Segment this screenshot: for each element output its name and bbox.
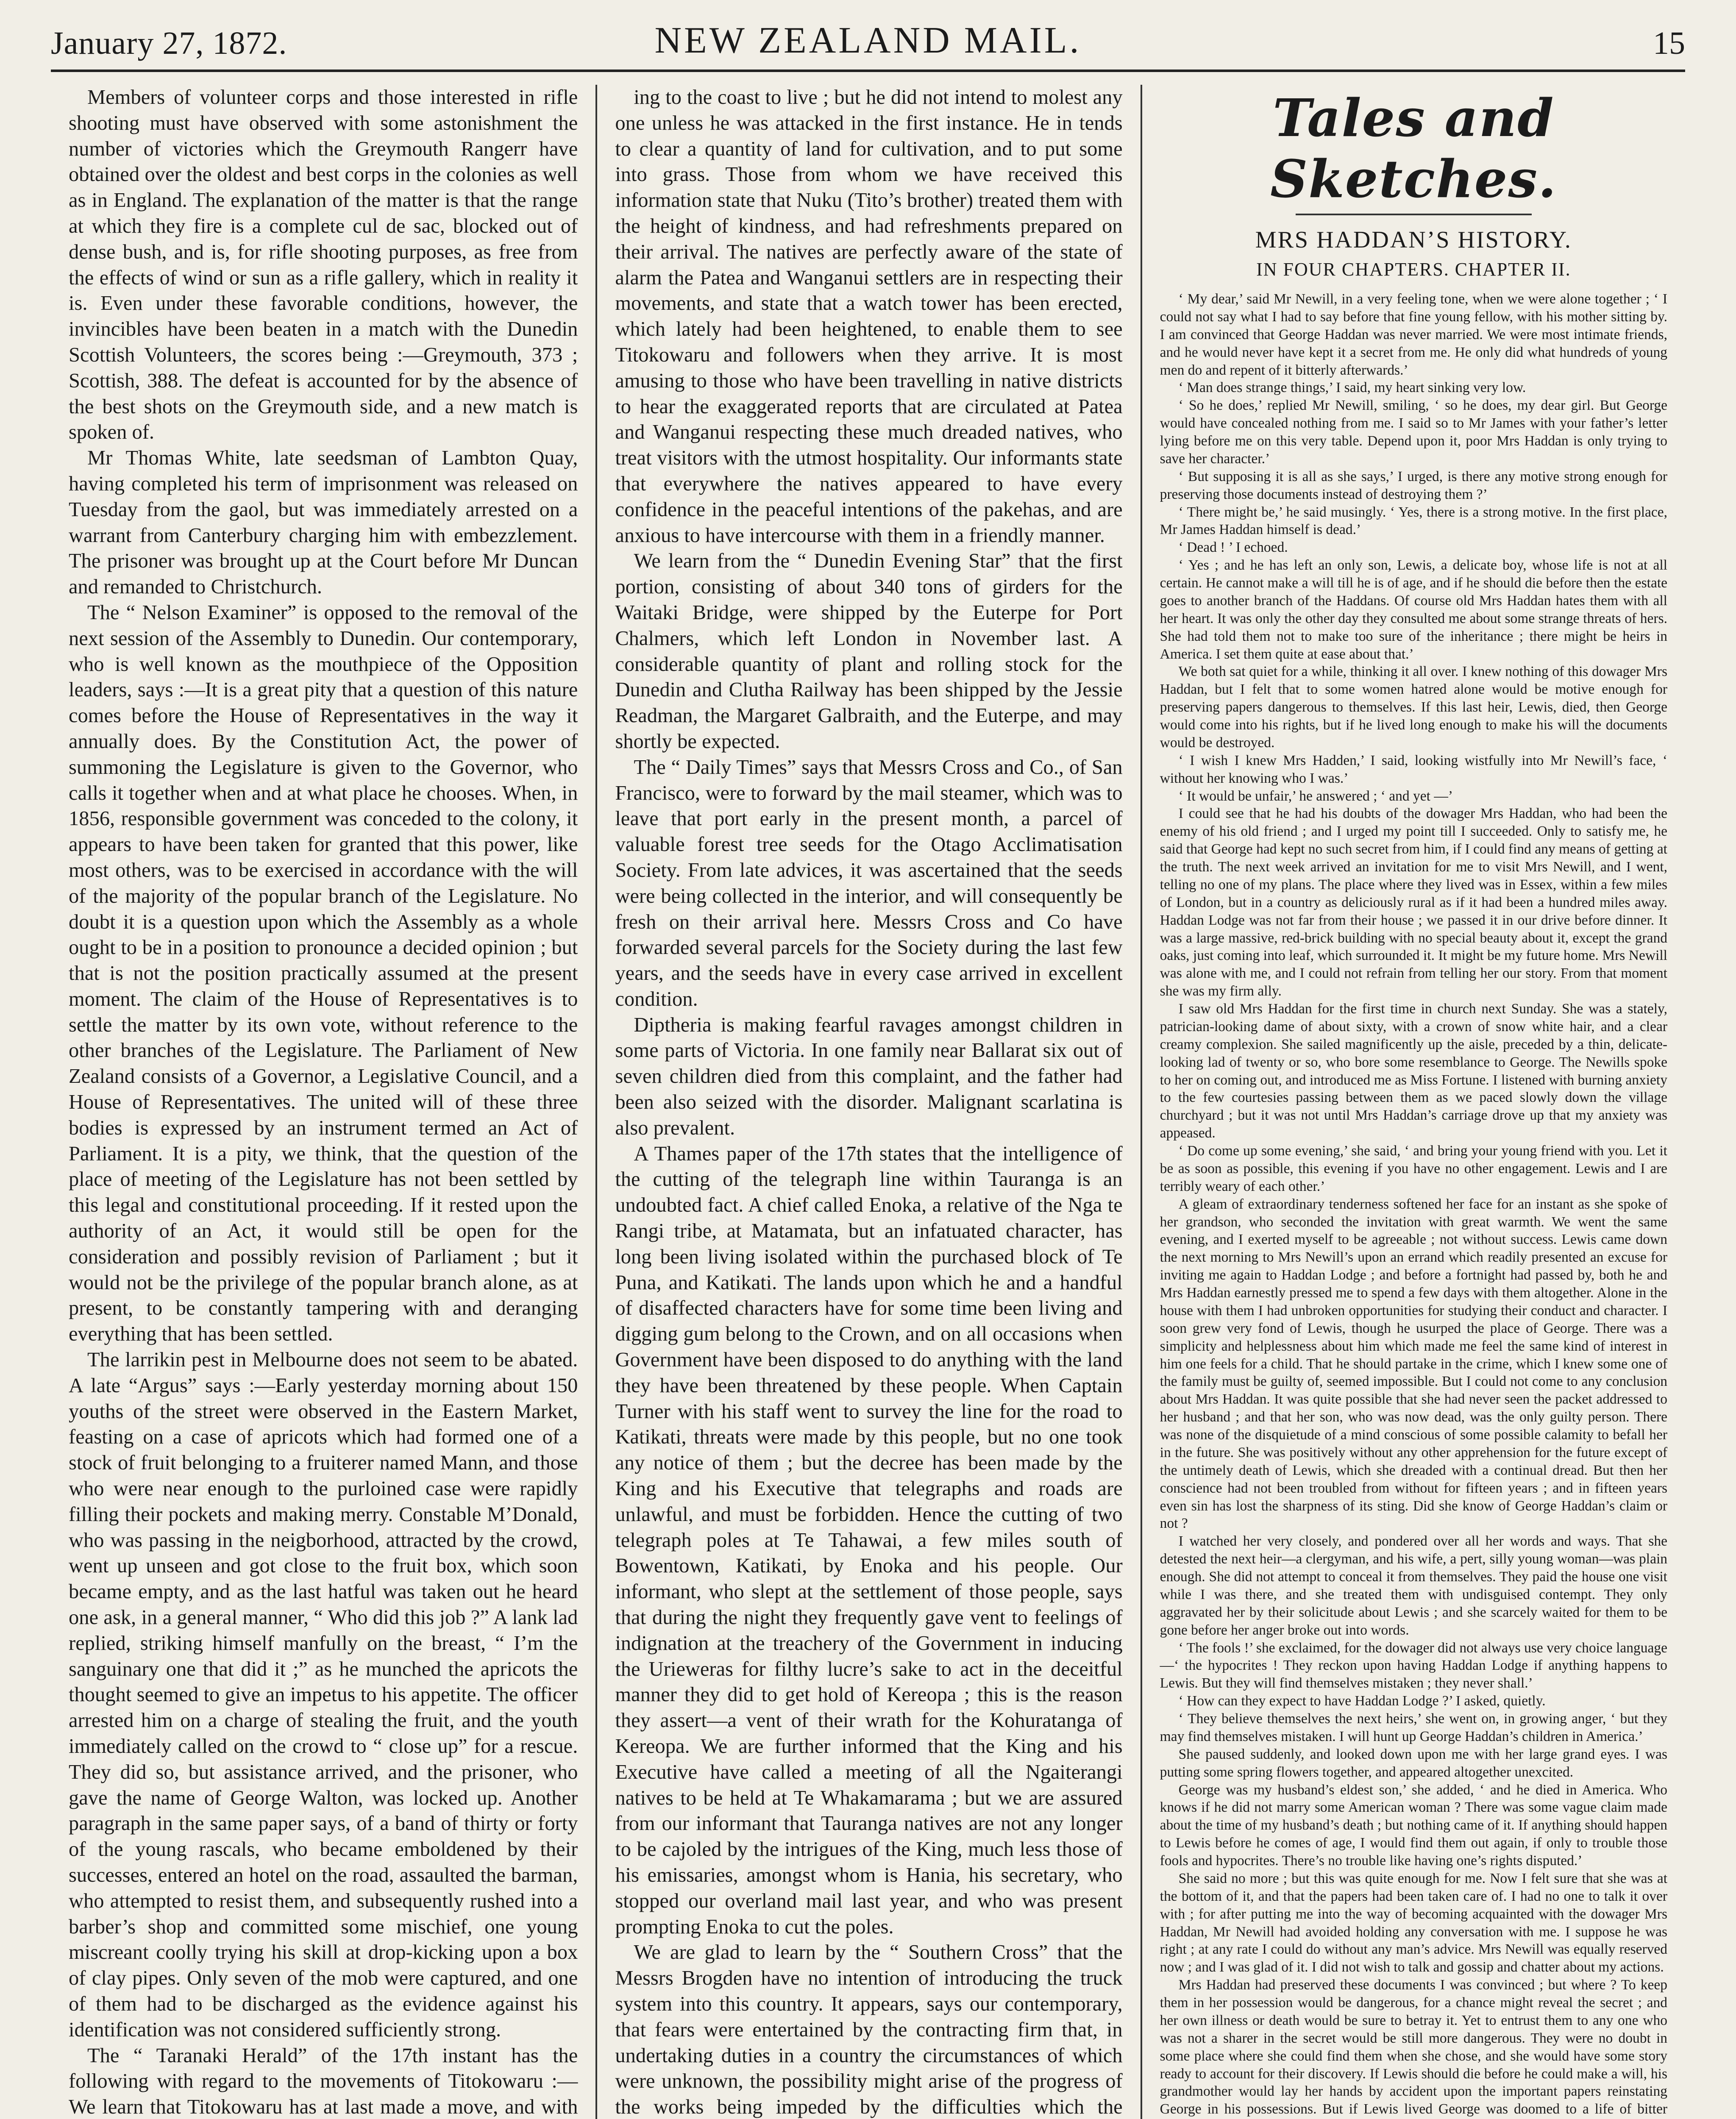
paragraph: We learn from the “ Dunedin Evening Star” that the first portion, consisting of about 340 tons of girders for the Waitaki Bridge, were shipped by the Euterpe for Port Chalmers, which left London in November last. A considerable quantity of plant and rolling stock for the Dunedin and Clutha Railway has been shipped by the Jessie Readman, the Margaret Galbraith, and the Euterpe, and may shortly be expected. <box>615 550 1123 753</box>
paragraph: ‘ Man does strange things,’ I said, my heart sinking very low. <box>1178 380 1526 396</box>
issue-date: January 27, 1872. <box>51 25 287 61</box>
paragraph: I saw old Mrs Haddan for the first time in church next Sunday. She was a stately, patrician-looking dame of about sixty, with a crown of snow white hair, and a clear creamy complexion. She sailed magnificently up the aisle, preceded by a thin, delicate-looking lad of twenty or so, who bore some resemblance to George. The Newills spoke to her on coming out, and introduced me as Miss Fortune. I listened with burning anxiety to the few courtesies passing between them as we paced slowly down the village churchyard ; but it was not until Mrs Haddan’s carriage drove up that my anxiety was appeased. <box>1160 1001 1667 1141</box>
paragraph: The larrikin pest in Melbourne does not seem to be abated. A late “Argus” says :—Early yesterday morning about 150 youths of the street were observed in the Eastern Market, feasting on a case of apricots which had formed one of a stock of fruit belonging to a fruiterer named Mann, and those who were near enough to the purloined case were rapidly filling their pockets and making merry. Constable M’Donald, who was passing in the neigborhood, attracted by the crowd, went up unseen and got close to the fruit box, which soon became empty, and as the last hatful was taken out he heard one ask, in a general manner, “ Who did this job ?” A lank lad replied, striking himself manfully on the breast, “ I’m the sanguinary one that did it ;” as he munched the apricots the thought seemed to give an impetus to his appetite. The officer arrested him on a charge of stealing the fruit, and the youth immediately called on the crowd to “ close up” for a rescue. They did so, but assistance arrived, and the prisoner, who gave the name of George Walton, was locked up. Another paragraph in the same paper says, of a band of thirty or forty of the young rascals, who became emboldened by their successes, entered an hotel on the road, assaulted the barman, who attempted to resist them, and subsequently rushed into a barber’s shop and committed some mischief, one young miscreant coolly trying his skill at drop-kicking upon a box of clay pipes. Only seven of the mob were captured, and one of them had to be discharged as the evidence against his identification was not considered sufficiently strong. <box>69 1349 578 2041</box>
paragraph: Members of volunteer corps and those interested in rifle shooting must have observed with some astonishment the number of victories which the Greymouth Rangerr have obtained over the oldest and best corps in the colonies as well as in England. The explanation of the matter is that the range at which they fire is a complete cul de sac, blocked out of dense bush, and is, for rifle shooting purposes, as free from the effects of wind or sun as a rifle gallery, which in reality it is. Even under these favorable conditions, however, the invincibles have been beaten in a match with the Dunedin Scottish Volunteers, the scores being :—Greymouth, 373 ; Scottish, 388. The defeat is accounted for by the absence of the best shots on the Greymouth side, and a new match is spoken of. <box>69 86 578 444</box>
section-rule <box>1296 214 1532 215</box>
paragraph: ing to the coast to live ; but he did not intend to molest any one unless he was attacked in the first instance. He in tends to clear a quantity of land for cultivation, and to put some into grass. Those from whom we have received this information state that Nuku (Tito’s brother) treated them with the height of kindness, and had refreshments prepared on their arrival. The natives are perfectly aware of the state of alarm the Patea and Wanganui settlers are in respecting their movements, and state that a watch tower has been erected, which lately had been heightened, to enable them to see Titokowaru and followers when they arrive. It is most amusing to those who have been travelling in native districts to hear the exaggerated reports that are circulated at Patea and Wanganui respecting these much dreaded natives, who treat visitors with the utmost hospitality. Our informants state that everywhere the natives appeared to have every confidence in the peaceful intentions of the pakehas, and are anxious to have intercourse with them in a friendly manner. <box>615 86 1123 547</box>
page-number: 15 <box>1653 25 1685 61</box>
column-2-body <box>615 85 1122 2119</box>
paragraph: The “ Daily Times” says that Messrs Cross and Co., of San Francisco, were to forward by the mail steamer, which was to leave that port early in the present month, a parcel of valuable forest tree seeds for the Otago Acclimatisation Society. From late advices, it was ascertained that the seeds were being collected in the interior, and will consequently be fresh on their arrival here. Messrs Cross and Co have forwarded several parcels for the Society during the last few years, and the seeds have in every case arrived in excellent condition. <box>615 756 1123 1010</box>
paragraph: Mr Thomas White, late seedsman of Lambton Quay, having completed his term of imprisonment was released on Tuesday from the gaol, but was immediately arrested on a warrant from Canterbury charging him with embezzlement. The prisoner was brought up at the Court before Mr Duncan and remanded to Christchurch. <box>69 447 578 598</box>
paragraph: Mrs Haddan had preserved these documents I was convinced ; but where ? To keep them in her possession would be dangerous, for a chance might reveal the secret ; and her own illness or death would be sure to betray it. Yet to entrust them to any one who was not a sharer in the secret would be still more dangerous. They were no doubt in some place where she could find them when she chose, and she would have some story ready to account for their discovery. If Lewis should die before he could make a will, his grandmother would lay her hands by accident upon the important papers reinstating George in his possessions. But if Lewis lived George was doomed to a life of bitter <box>1160 1977 1667 2117</box>
paragraph: ‘ Dead ! ’ I echoed. <box>1178 539 1288 556</box>
paragraph: She said no more ; but this was quite enough for me. Now I felt sure that she was at the bottom of it, and that the papers had been taken care of. I had no one to talk it over with ; for after putting me into the way of becoming acquainted with the dowager Mrs Haddan, Mr Newill had avoided holding any conversation with me. I suppose he was right ; at any rate I could do without any man’s advice. Mrs Newill was equally reserved now ; and I was glad of it. I did not wish to talk and gossip and chatter about my actions. <box>1160 1870 1667 1975</box>
paragraph: Diptheria is making fearful ravages amongst children in some parts of Victoria. In one family near Ballarat six out of seven children died from this complaint, and the father had been also seized with the disorder. Malignant scarlatina is also prevalent. <box>615 1013 1123 1139</box>
paragraph: We both sat quiet for a while, thinking it all over. I knew nothing of this dowager Mrs Haddan, but I felt that to some women hatred alone would be motive enough for preserving papers dangerous to themselves. If this last heir, Lewis, died, then George would come into his rights, but if he lived long enough to make his will the documents would be destroyed. <box>1160 664 1667 751</box>
paragraph: ‘ Yes ; and he has left an only son, Lewis, a delicate boy, whose life is not at all certain. He cannot make a will till he is of age, and if he should die before then the estate goes to another branch of the Haddans. Of course old Mrs Haddan hates them with all her heart. It was only the other day they consulted me about some strange threats of hers. She had told them not to make too sure of the inheritance ; there might be heirs in America. I set them quite at ease about that.’ <box>1160 557 1667 662</box>
paragraph: ‘ I wish I knew Mrs Hadden,’ I said, looking wistfully into Mr Newill’s face, ‘ without her knowing who I was.’ <box>1160 752 1667 786</box>
paragraph: George was my husband’s eldest son,’ she added, ‘ and he died in America. Who knows if he did not marry some American woman ? There was some vague claim made about the time of my husband’s death ; but nothing came of it. If anything should happen to Lewis before he comes of age, I would find them out again, if only to trouble those fools and hypocrites. There’s no trouble like having one’s rights disputed.’ <box>1160 1782 1667 1869</box>
chapter-line: IN FOUR CHAPTERS. CHAPTER II. <box>1256 259 1571 280</box>
paragraph: ‘ My dear,’ said Mr Newill, in a very feeling tone, when we were alone together ; ‘ I could not say what I had to say before that fine young fellow, with his mother sitting by. I am convinced that George Haddan was never married. We were most intimate friends, and he would never have kept it a secret from me. He only did what hundreds of young men do and repent of it bitterly afterwards.’ <box>1160 291 1667 378</box>
page-header <box>51 17 1685 72</box>
paragraph: A Thames paper of the 17th states that the intelligence of the cutting of the telegraph line within Tauranga is an undoubted fact. A chief called Enoka, a relative of the Nga te Rangi tribe, at Matamata, but an infatuated character, has long been living isolated within the purchased block of Te Puna, and Katikati. The lands upon which he and a handful of disaffected characters have for some time been living and digging gum belong to the Crown, and on all occasions when Government have been disposed to do anything with the land they have been threatened by these people. When Captain Turner with his staff went to survey the line for the road to Katikati, threats were made by this people, but no one took any notice of them ; but the decree has been made by the King and his Executive that telegraphs and roads are unlawful, and must be forbidden. Hence the cutting of two telegraph poles at Te Tahawai, a few miles south of Bowentown, Katikati, by Enoka and his people. Our informant, who slept at the settlement of those people, says that during the night they frequently gave vent to feelings of indignation at the treachery of the Government in inducing the Urieweras for filthy lucre’s sake to act in the deceitful manner they did to get hold of Kereopa ; this is the reason they assert—a vent of their wrath for the Kohuratanga of Kereopa. We are further informed that the King and his Executive have called a meeting of all the Ngaiterangi natives to be held at Te Whakamarama ; but we are assured from our informant that Tauranga natives are not any longer to be cajoled by the intrigues of the King, much less those of his emissaries, amongst whom is Hania, his secretary, who stopped our overland mail last year, and who was present prompting Enoka to cut the poles. <box>615 1142 1123 1938</box>
paragraph: I watched her very closely, and pondered over all her words and ways. That she detested the next heir—a clergyman, and his wife, a pert, silly young woman—was plain enough. She did not attempt to conceal it from themselves. They paid the house one visit while I was there, and she treated them with undisguised contempt. They only aggravated her by their solicitude about Lewis ; and she scarcely waited for them to be gone before her anger broke out into words. <box>1160 1533 1667 1638</box>
paragraph: ‘ Do come up some evening,’ she said, ‘ and bring your young friend with you. Let it be as soon as possible, this evening if you have no other engagement. Lewis and I are terribly weary of each other.’ <box>1160 1143 1667 1194</box>
masthead-title: NEW ZEALAND MAIL. <box>654 20 1082 61</box>
paragraph: The “ Nelson Examiner” is opposed to the removal of the next session of the Assembly to Dunedin. Our contemporary, who is well known as the mouthpiece of the Opposition leaders, says :—It is a great pity that a question of this nature comes before the House of Representatives in the way it annually does. By the Constitution Act, the power of summoning the Legislature is given to the Governor, who calls it together when and at what place he chooses. When, in 1856, responsible government was conceded to the colony, it appears to have been taken for granted that this power, like most others, was to be exercised in accordance with the will of the majority of the popular branch of the Legislature. No doubt it is a question upon which the Assembly as a whole ought to be in a position to pronounce a decided opinion ; but that is not the position practically assumed at the present moment. The claim of the House of Representatives is to settle the matter by its own vote, without reference to the other branches of the Legislature. The Parliament of New Zealand consists of a Governor, a Legislative Council, and a House of Representatives. The united will of these three bodies is expressed by an instrument termed an Act of Parliament. It is a pity, we think, that the question of the place of meeting of the Legislature has not been settled by this legal and constitutional proceeding. If it rested upon the authority of an Act, it would still be open for the consideration and possibly revision of Parliament ; but it would not be the privilege of the popular branch alone, as at present, to be constantly tampering with and deranging everything that has been settled. <box>69 601 578 1346</box>
paragraph: She paused suddenly, and looked down upon me with her large grand eyes. I was putting some spring flowers together, and appeared altogether unexcited. <box>1160 1746 1667 1780</box>
section-title: Tales and Sketches. <box>1270 87 1557 209</box>
column-2 <box>595 85 1140 2119</box>
paragraph: We are glad to learn by the “ Southern Cross” that the Messrs Brogden have no intention of introducing the truck system into this country. It appears, says our contemporary, that fears were entertained by the contracting firm that, in undertaking duties in a country the circumstances of which were unknown, the possibility might arise of the progress of the works being impeded by the difficulties which the <box>615 1941 1123 2119</box>
column-3-body <box>1160 290 1667 2119</box>
story-title: MRS HADDAN’S HISTORY. <box>1255 227 1572 253</box>
column-1 <box>51 85 595 2119</box>
column-3 <box>1141 85 1685 2119</box>
paragraph: ‘ There might be,’ he said musingly. ‘ Yes, there is a strong motive. In the first place, Mr James Haddan himself is dead.’ <box>1160 504 1667 538</box>
paragraph: ‘ How can they expect to have Haddan Lodge ?’ I asked, quietly. <box>1178 1693 1546 1709</box>
paragraph: ‘ So he does,’ replied Mr Newill, smiling, ‘ so he does, my dear girl. But George would have concealed nothing from me. I said so to Mr James with your father’s letter lying before me on this very table. Depend upon it, poor Mrs Haddan is only trying to save her character.’ <box>1160 398 1667 467</box>
paragraph: ‘ It would be unfair,’ he answered ; ‘ and yet —’ <box>1178 788 1453 804</box>
paragraph: A gleam of extraordinary tenderness softened her face for an instant as she spoke of her grandson, who seconded the invitation with great warmth. We went the same evening, and I exerted myself to be agreeable ; not without success. Lewis came down the next morning to Mrs Newill’s upon an errand which readily presented an excuse for inviting me again to Haddan Lodge ; and before a fortnight had passed by, both he and Mrs Haddan earnestly pressed me to spend a few days with them altogether. Alone in the house with them I had unbroken opportunities for studying their conduct and character. I soon grew very fond of Lewis, though he usurped the place of George. There was a simplicity and helplessness about him which made me feel the same kind of interest in him one feels for a child. That he should partake in the crime, which I knew some one of the family must be guilty of, seemed impossible. But I could not come to any conclusion about Mrs Haddan. It was quite possible that she had never seen the packet addressed to her husband ; and that her son, who was now dead, was the only guilty person. There was none of the disquietude of a mind conscious of some possible calamity to befall her in the future. She was positively without any other apprehension for the future except of the untimely death of Lewis, which she dreaded with a continual dread. But then her conscience had not been troubled from without for fifteen years ; and in fifteen years even sin has lost the sharpness of its sting. Did she know of George Haddan’s claim or not ? <box>1160 1196 1667 1532</box>
paragraph: ‘ The fools !’ she exclaimed, for the dowager did not always use very choice language—‘ the hypocrites ! They reckon upon having Haddan Lodge if anything happens to Lewis. But they will find themselves mistaken ; they never shall.’ <box>1160 1640 1667 1691</box>
paragraph: I could see that he had his doubts of the dowager Mrs Haddan, who had been the enemy of his old friend ; and I urged my point till I succeeded. Only to satisfy me, he said that George had kept no such secret from him, if I could find any means of getting at the truth. The next week arrived an invitation for me to visit Mrs Newill, and I went, telling no one of my plans. The place where they lived was in Essex, within a few miles of London, but in a country as deliciously rural as if it had been a hundred miles away. Haddan Lodge was not far from their house ; we passed it in our drive before dinner. It was a large massive, red-brick building with no special beauty about it, except the grand oaks, just coming into leaf, which surrounded it. It might be my future home. Mrs Newill was alone with me, and I could not refrain from telling her our story. From that moment she was my firm ally. <box>1160 806 1667 999</box>
columns <box>51 85 1685 2119</box>
paragraph: ‘ They believe themselves the next heirs,’ she went on, in growing anger, ‘ but they may find themselves mistaken. I will hunt up George Haddan’s children in America.’ <box>1160 1711 1667 1744</box>
paragraph: The “ Taranaki Herald” of the 17th instant has the following with regard to the movements of Titokowaru :—We learn that Titokowaru has at last made a move, and with <box>69 2044 578 2119</box>
paragraph: ‘ But supposing it is all as she says,’ I urged, is there any motive strong enough for preserving those documents instead of destroying them ?’ <box>1160 468 1667 502</box>
column-1-body <box>69 85 578 2119</box>
